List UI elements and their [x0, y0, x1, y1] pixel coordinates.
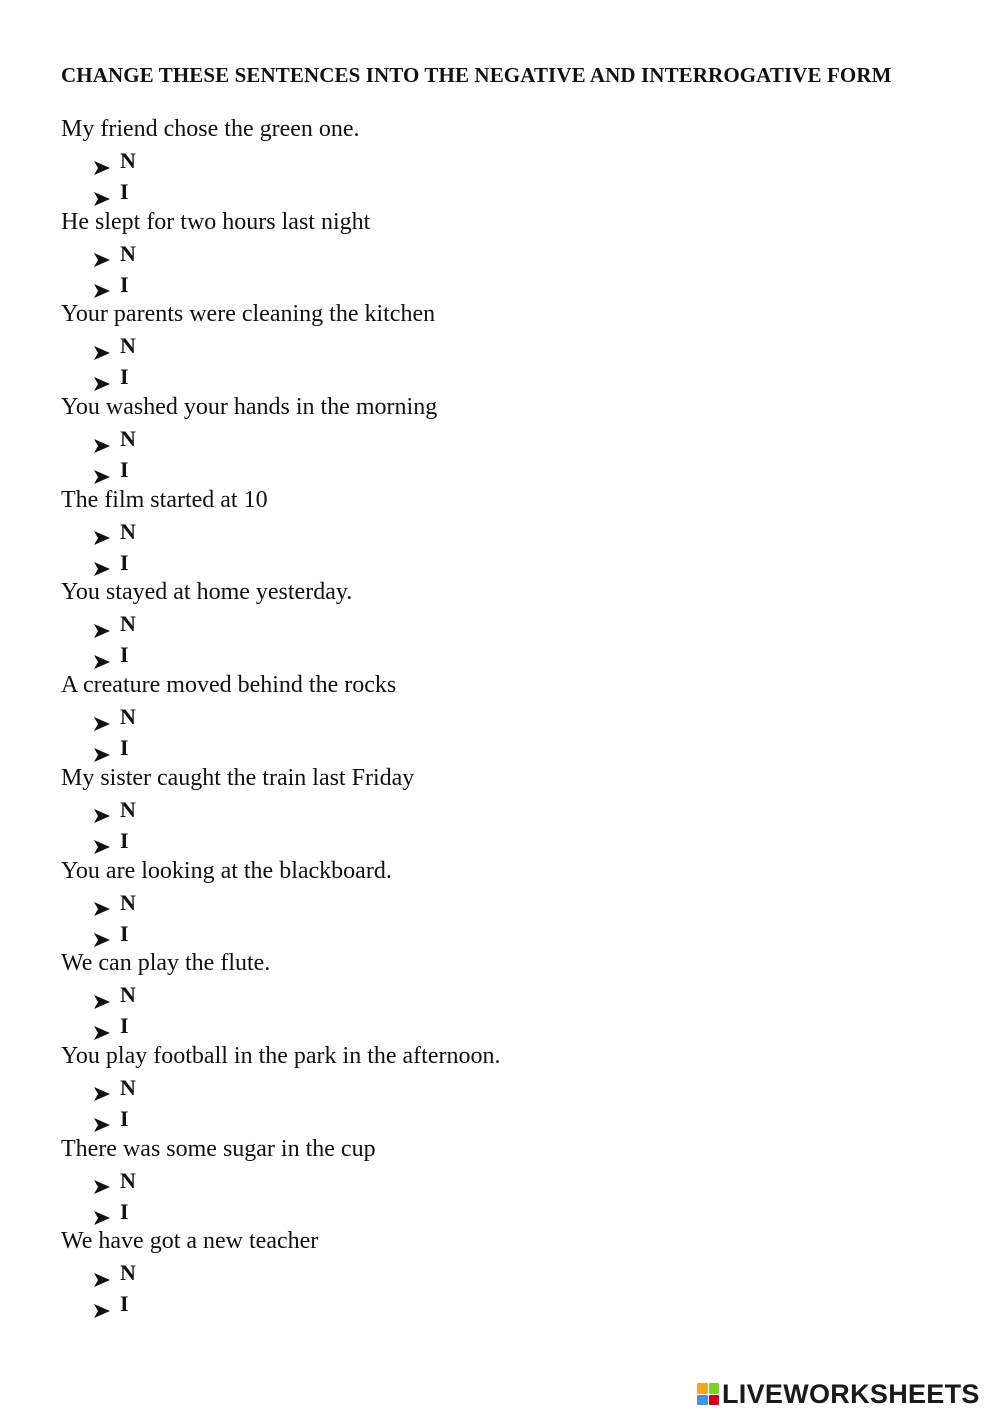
interrogative-bullet-label: I: [120, 735, 129, 761]
exercise-sentence: You stayed at home yesterday.: [61, 579, 353, 606]
arrow-bullet-icon: [93, 740, 111, 756]
negative-bullet: [61, 979, 961, 1010]
arrow-bullet-icon: [93, 1018, 111, 1034]
negative-bullet: [61, 423, 961, 454]
exercise-item: [61, 670, 961, 763]
arrow-bullet-icon: [93, 1172, 111, 1188]
exercise-sentence: We can play the flute.: [61, 950, 271, 977]
arrow-bullet-icon: [93, 832, 111, 848]
negative-bullet-label: N: [120, 1260, 136, 1286]
negative-bullet: [61, 516, 961, 547]
interrogative-bullet: [61, 361, 961, 392]
brand-name: LIVEWORKSHEETS: [722, 1378, 980, 1409]
exercise-list: [61, 114, 961, 1319]
interrogative-bullet-label: I: [120, 642, 129, 668]
exercise-sentence: We have got a new teacher: [61, 1228, 319, 1255]
logo-square-2: [709, 1383, 720, 1394]
negative-bullet: [61, 145, 961, 176]
interrogative-bullet: [61, 269, 961, 300]
exercise-sentence: Your parents were cleaning the kitchen: [61, 301, 436, 328]
exercise-sentence: You play football in the park in the afternoon.: [61, 1042, 501, 1069]
exercise-item: [61, 1041, 961, 1134]
negative-bullet: [61, 1257, 961, 1288]
arrow-bullet-icon: [93, 987, 111, 1003]
exercise-sentence: There was some sugar in the cup: [61, 1135, 376, 1162]
arrow-bullet-icon: [93, 245, 111, 261]
interrogative-bullet: [61, 176, 961, 207]
arrow-bullet-icon: [93, 184, 111, 200]
arrow-bullet-icon: [93, 431, 111, 447]
exercise-item: [61, 392, 961, 485]
exercise-sentence: He slept for two hours last night: [61, 208, 371, 235]
interrogative-bullet: [61, 732, 961, 763]
negative-bullet: [61, 1165, 961, 1196]
interrogative-bullet-label: I: [120, 271, 129, 297]
interrogative-bullet-label: I: [120, 1291, 129, 1317]
negative-bullet-label: N: [120, 1074, 136, 1100]
exercise-item: [61, 1226, 961, 1319]
footer-branding: [697, 1378, 980, 1410]
arrow-bullet-icon: [93, 925, 111, 941]
interrogative-bullet-label: I: [120, 1013, 129, 1039]
interrogative-bullet-label: I: [120, 364, 129, 390]
arrow-bullet-icon: [93, 709, 111, 725]
exercise-sentence: You washed your hands in the morning: [61, 394, 438, 421]
interrogative-bullet: [61, 639, 961, 670]
logo-square-3: [697, 1395, 708, 1406]
interrogative-bullet-label: I: [120, 920, 129, 946]
exercise-sentence: My friend chose the green one.: [61, 116, 360, 142]
arrow-bullet-icon: [93, 462, 111, 478]
exercise-sentence: My sister caught the train last Friday: [61, 764, 415, 791]
negative-bullet-label: N: [120, 333, 136, 359]
interrogative-bullet: [61, 1103, 961, 1134]
arrow-bullet-icon: [93, 276, 111, 292]
negative-bullet-label: N: [120, 704, 136, 730]
negative-bullet-label: N: [120, 518, 136, 544]
exercise-sentence: The film started at 10: [61, 486, 268, 513]
arrow-bullet-icon: [93, 554, 111, 570]
negative-bullet-label: N: [120, 426, 136, 452]
interrogative-bullet-label: I: [120, 549, 129, 575]
interrogative-bullet: [61, 918, 961, 949]
exercise-item: [61, 114, 961, 207]
interrogative-bullet-label: I: [120, 179, 129, 204]
exercise-item: [61, 856, 961, 949]
arrow-bullet-icon: [93, 1265, 111, 1281]
arrow-bullet-icon: [93, 616, 111, 632]
interrogative-bullet: [61, 547, 961, 578]
arrow-bullet-icon: [93, 523, 111, 539]
negative-bullet-label: N: [120, 982, 136, 1008]
arrow-bullet-icon: [93, 1110, 111, 1126]
negative-bullet: [61, 887, 961, 918]
negative-bullet-label: N: [120, 148, 136, 173]
exercise-item: [61, 299, 961, 392]
arrow-bullet-icon: [93, 1079, 111, 1095]
logo-square-1: [697, 1383, 708, 1394]
arrow-bullet-icon: [93, 338, 111, 354]
negative-bullet-label: N: [120, 240, 136, 266]
negative-bullet: [61, 608, 961, 639]
negative-bullet: [61, 330, 961, 361]
arrow-bullet-icon: [93, 894, 111, 910]
interrogative-bullet-label: I: [120, 1105, 129, 1131]
interrogative-bullet-label: I: [120, 827, 129, 853]
negative-bullet: [61, 701, 961, 732]
exercise-sentence: You are looking at the blackboard.: [61, 857, 392, 884]
worksheet-title: CHANGE THESE SENTENCES INTO THE NEGATIVE AND INTERROGATIVE FORM: [61, 63, 892, 87]
interrogative-bullet: [61, 1010, 961, 1041]
exercise-item: [61, 948, 961, 1041]
negative-bullet-label: N: [120, 889, 136, 915]
negative-bullet-label: N: [120, 611, 136, 637]
interrogative-bullet: [61, 825, 961, 856]
arrow-bullet-icon: [93, 1203, 111, 1219]
exercise-sentence: A creature moved behind the rocks: [61, 672, 397, 699]
exercise-item: [61, 1134, 961, 1227]
interrogative-bullet-label: I: [120, 1198, 129, 1224]
exercise-item: [61, 207, 961, 300]
exercise-item: [61, 577, 961, 670]
liveworksheets-logo-icon: [697, 1383, 719, 1405]
arrow-bullet-icon: [93, 153, 111, 169]
exercise-item: [61, 485, 961, 578]
negative-bullet: [61, 238, 961, 269]
interrogative-bullet: [61, 1196, 961, 1227]
negative-bullet-label: N: [120, 796, 136, 822]
negative-bullet: [61, 794, 961, 825]
logo-square-4: [709, 1395, 720, 1406]
negative-bullet: [61, 1072, 961, 1103]
negative-bullet-label: N: [120, 1167, 136, 1193]
interrogative-bullet: [61, 1288, 961, 1319]
arrow-bullet-icon: [93, 647, 111, 663]
interrogative-bullet-label: I: [120, 457, 129, 483]
arrow-bullet-icon: [93, 1296, 111, 1312]
exercise-item: [61, 763, 961, 856]
interrogative-bullet: [61, 454, 961, 485]
arrow-bullet-icon: [93, 369, 111, 385]
arrow-bullet-icon: [93, 801, 111, 817]
